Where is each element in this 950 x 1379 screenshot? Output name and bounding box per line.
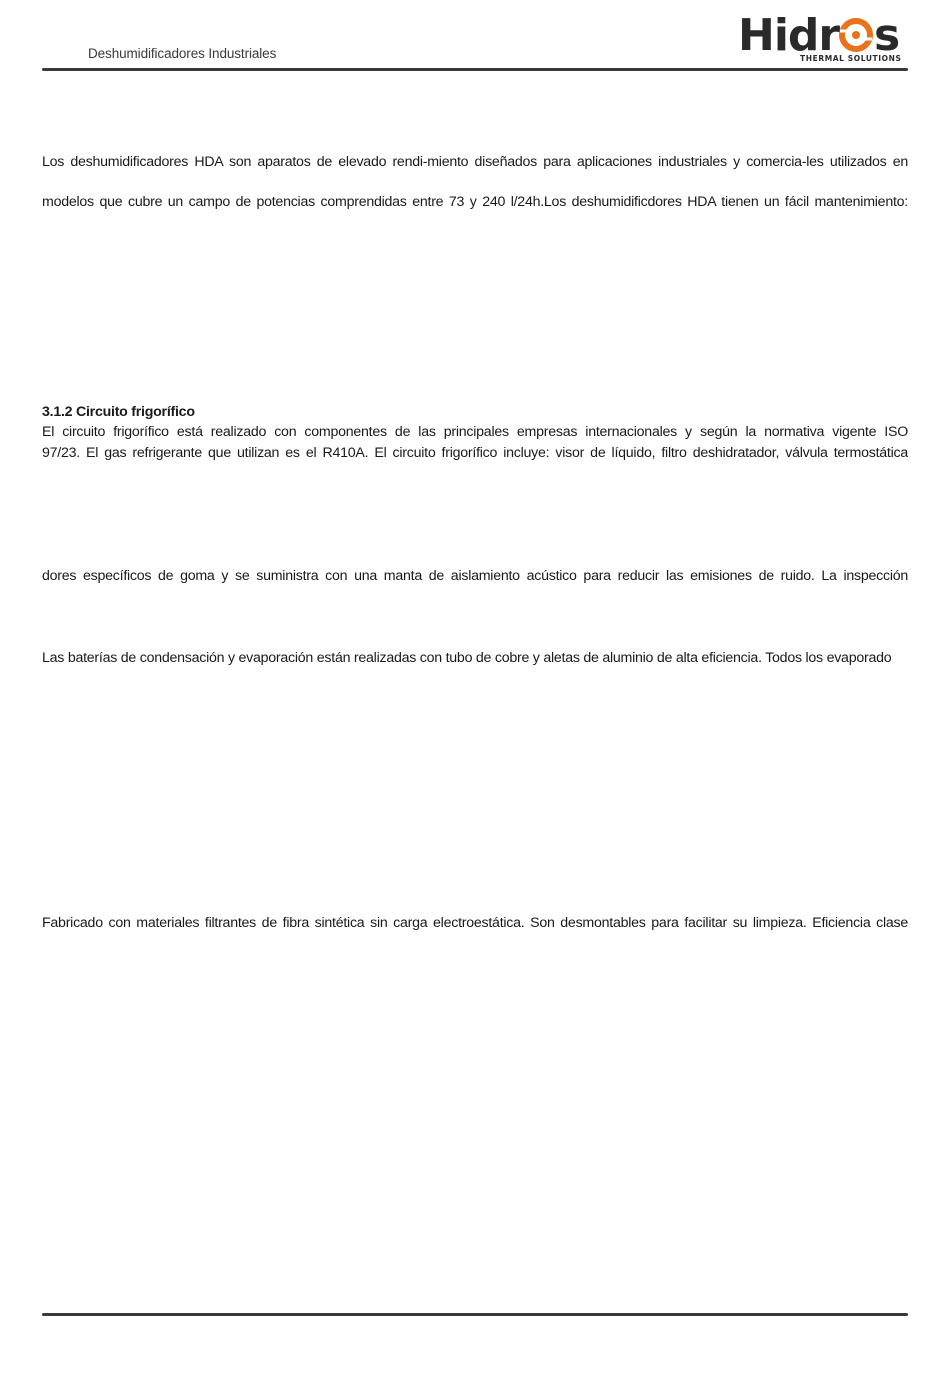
circuit-paragraph-line-1: El circuito frigorífico está realizado con componentes de las principales empresas internacionales y según la normativa vigente ISO — [42, 424, 908, 440]
intro-paragraph-line-2: modelos que cubre un campo de potencias comprendidas entre 73 y 240 l/24h.Los deshumidificdores HDA tienen un fácil mantenimiento: — [42, 194, 908, 210]
header-title: Deshumidificadores Industriales — [88, 46, 277, 61]
circuit-paragraph-line-2: 97/23. El gas refrigerante que utilizan es el R410A. El circuito frigorífico incluye: visor de líquido, filtro deshidratador, válvula termostática — [42, 445, 908, 461]
section-heading: 3.1.2 Circuito frigorífico — [42, 404, 195, 420]
logo-tagline: THERMAL SOLUTIONS — [800, 54, 902, 62]
intro-paragraph-line-1: Los deshumidificadores HDA son aparatos de elevado rendi-miento diseñados para aplicaciones industriales y comercia-les utilizados en — [42, 154, 908, 170]
compressor-paragraph-line: dores específicos de goma y se suministra con una manta de aislamiento acústico para reducir las emisiones de ruido. La inspección — [42, 568, 908, 584]
coils-paragraph-line: Las baterías de condensación y evaporación están realizadas con tubo de cobre y aletas de aluminio de alta eficiencia. Todos los evaporado — [42, 650, 892, 666]
header-divider — [42, 68, 908, 71]
logo-wordmark-left: Hidr — [738, 10, 840, 61]
logo-o-mark — [840, 21, 872, 49]
footer-divider — [42, 1313, 908, 1316]
logo-wordmark-right: s — [874, 10, 901, 61]
filter-paragraph-line: Fabricado con materiales filtrantes de fibra sintética sin carga electroestática. Son desmontables para facilitar su limpieza. Eficiencia clase — [42, 915, 908, 931]
hidros-logo — [738, 8, 910, 62]
